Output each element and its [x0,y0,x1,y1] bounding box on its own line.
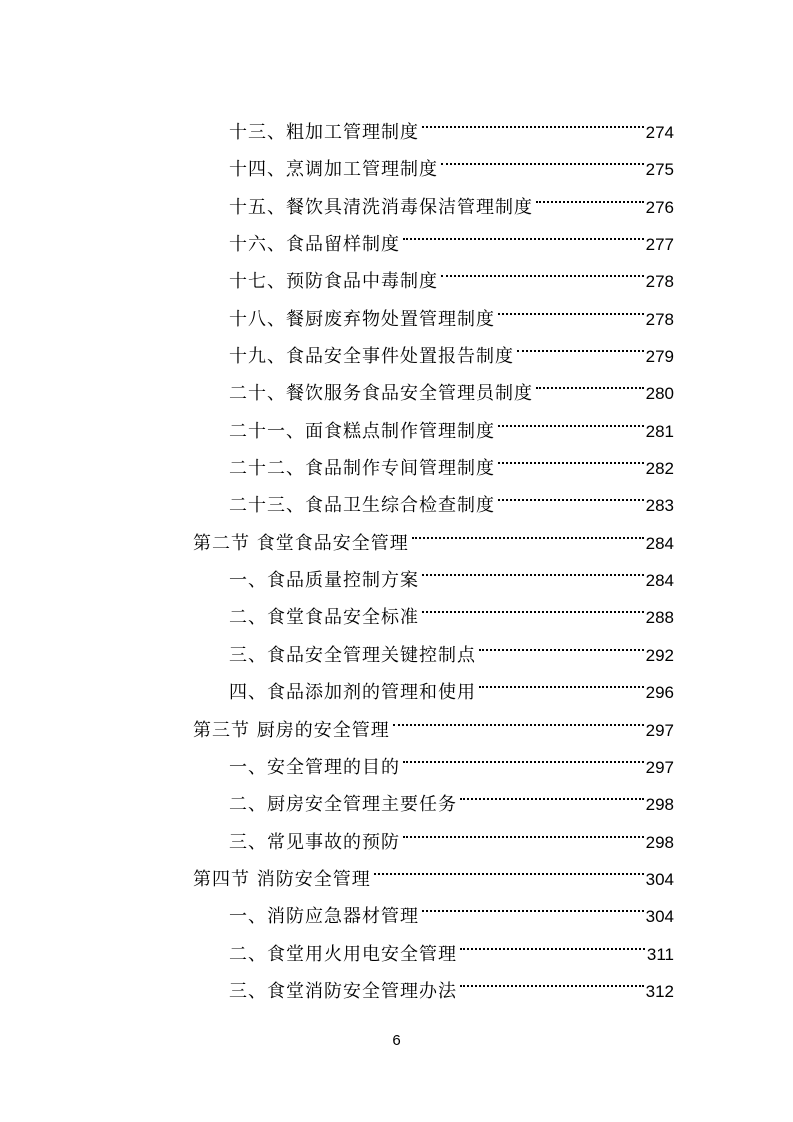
toc-dot-leader [460,773,644,810]
toc-entry-title: 三、常见事故的预防 [229,831,400,853]
toc-entry-page: 283 [645,496,674,516]
toc-dot-leader [412,512,644,549]
toc-entry-title: 第三节 厨房的安全管理 [193,719,390,741]
toc-entry-title: 四、食品添加剂的管理和使用 [229,682,476,704]
toc-entry-title: 三、食堂消防安全管理办法 [229,980,457,1002]
toc-entry[interactable] [0,101,674,143]
toc-entry-page: 277 [645,235,674,255]
toc-entry-page: 280 [645,384,674,404]
toc-dot-leader [374,848,644,885]
toc-dot-leader [498,288,644,325]
toc-dot-leader [422,885,644,922]
table-of-contents [0,101,793,1002]
toc-entry-title: 二十二、食品制作专间管理制度 [229,458,495,480]
toc-dot-leader [498,437,644,474]
toc-entry-title: 十五、餐饮具清洗消毒保洁管理制度 [229,196,533,218]
toc-entry-title: 二、食堂食品安全标准 [229,607,419,629]
toc-entry-page: 282 [645,459,674,479]
toc-dot-leader [479,624,644,661]
toc-entry-page: 279 [645,347,674,367]
toc-entry-page: 278 [645,309,674,329]
toc-entry-page: 276 [645,197,674,217]
toc-dot-leader [441,250,644,287]
toc-dot-leader [422,586,644,623]
toc-dot-leader [393,699,644,736]
toc-dot-leader [517,325,644,362]
toc-entry-title: 一、消防应急器材管理 [229,906,419,928]
toc-entry-title: 一、食品质量控制方案 [229,570,419,592]
toc-entry-page: 288 [645,608,674,628]
toc-entry-page: 297 [645,720,674,740]
toc-dot-leader [460,923,645,960]
toc-entry-title: 二十、餐饮服务食品安全管理员制度 [229,383,533,405]
toc-entry-page: 298 [645,795,674,815]
toc-dot-leader [460,960,644,997]
toc-dot-leader [403,213,644,250]
toc-entry-title: 三、食品安全管理关键控制点 [229,644,476,666]
toc-dot-leader [403,736,644,773]
toc-dot-leader [536,176,644,213]
toc-entry-title: 十四、烹调加工管理制度 [229,159,438,181]
toc-dot-leader [422,101,644,138]
toc-entry-title: 二、食堂用火用电安全管理 [229,943,457,965]
toc-entry-page: 296 [645,683,674,703]
toc-entry-page: 297 [645,757,674,777]
toc-entry-title: 二十三、食品卫生综合检查制度 [229,495,495,517]
toc-dot-leader [536,362,644,399]
page-number: 6 [392,1032,401,1049]
toc-entry-title: 第四节 消防安全管理 [193,868,371,890]
toc-dot-leader [441,138,644,175]
toc-entry-title: 二、厨房安全管理主要任务 [229,794,457,816]
toc-entry-page: 311 [646,944,674,964]
toc-entry-page: 292 [645,645,674,665]
toc-entry-page: 304 [645,869,674,889]
toc-entry-page: 284 [645,571,674,591]
toc-entry-title: 十三、粗加工管理制度 [229,122,419,143]
toc-entry-page: 274 [645,123,674,142]
toc-entry-page: 304 [645,907,674,927]
toc-entry-title: 一、安全管理的目的 [229,756,400,778]
toc-entry-title: 二十一、面食糕点制作管理制度 [229,420,495,442]
toc-entry-page: 281 [645,421,674,441]
toc-dot-leader [498,400,644,437]
toc-entry-page: 275 [645,160,674,180]
toc-entry-title: 十六、食品留样制度 [229,234,400,256]
toc-entry-title: 十七、预防食品中毒制度 [229,271,438,293]
toc-entry-title: 十九、食品安全事件处置报告制度 [229,346,514,368]
toc-dot-leader [498,474,644,511]
toc-entry-page: 298 [645,832,674,852]
toc-entry-page: 312 [645,981,674,1001]
toc-dot-leader [422,549,644,586]
toc-entry-page: 278 [645,272,674,292]
toc-entry-page: 284 [645,533,674,553]
toc-entry-title: 第二节 食堂食品安全管理 [193,532,409,554]
toc-entry-title: 十八、餐厨废弃物处置管理制度 [229,308,495,330]
toc-dot-leader [479,661,644,698]
toc-dot-leader [403,811,644,848]
